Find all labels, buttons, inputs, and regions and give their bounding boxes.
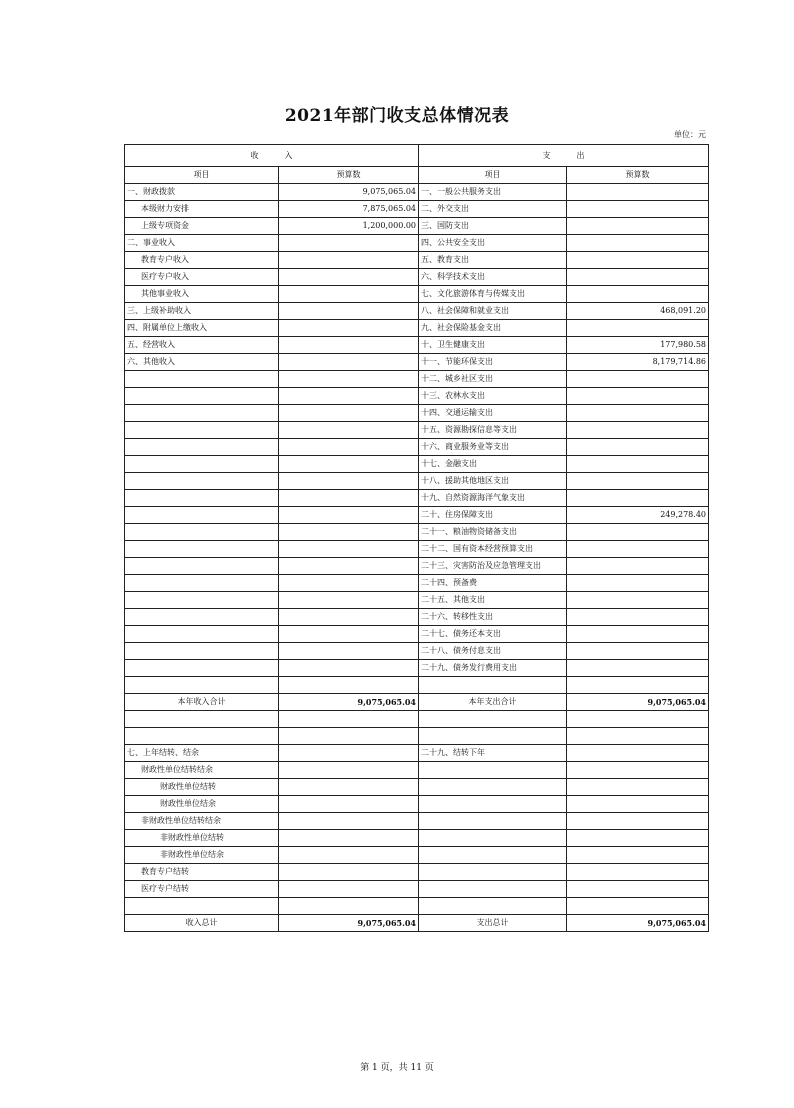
expense-amount-cell: [567, 660, 709, 677]
income-item-cell: 本年收入合计: [125, 694, 279, 711]
expense-amount-cell: [567, 779, 709, 796]
income-amount-cell: [279, 830, 419, 847]
income-amount-cell: [279, 303, 419, 320]
expense-item-cell: 八、社会保障和就业支出: [419, 303, 567, 320]
expense-amount-cell: [567, 796, 709, 813]
income-amount-cell: [279, 609, 419, 626]
table-row: [125, 575, 709, 592]
expense-amount-cell: [567, 592, 709, 609]
expense-item-cell: 二十四、预备费: [419, 575, 567, 592]
income-amount-cell: [279, 507, 419, 524]
table-row: [125, 490, 709, 507]
expense-amount-cell: 468,091.20: [567, 303, 709, 320]
table-row: [125, 507, 709, 524]
expense-amount-cell: [567, 184, 709, 201]
table-row: [125, 881, 709, 898]
expense-item-cell: 六、科学技术支出: [419, 269, 567, 286]
table-row: [125, 609, 709, 626]
income-amount-cell: [279, 286, 419, 303]
income-item-cell: [125, 609, 279, 626]
table-column-header-row: [125, 167, 709, 184]
income-amount-cell: 1,200,000.00: [279, 218, 419, 235]
income-item-cell: [125, 728, 279, 745]
expense-item-cell: 二十六、转移性支出: [419, 609, 567, 626]
expense-item-cell: [419, 813, 567, 830]
table-row: [125, 830, 709, 847]
expense-amount-cell: [567, 269, 709, 286]
expense-amount-cell: [567, 286, 709, 303]
expense-item-cell: 二十九、债务发行费用支出: [419, 660, 567, 677]
income-item-cell: 五、经营收入: [125, 337, 279, 354]
income-item-cell: 非财政性单位结余: [125, 847, 279, 864]
income-item-cell: 六、其他收入: [125, 354, 279, 371]
expense-item-cell: [419, 796, 567, 813]
income-item-cell: [125, 558, 279, 575]
income-amount-cell: [279, 711, 419, 728]
expense-item-cell: 七、文化旅游体育与传媒支出: [419, 286, 567, 303]
income-amount-cell: [279, 320, 419, 337]
income-amount-cell: [279, 439, 419, 456]
table-row: [125, 405, 709, 422]
income-amount-cell: [279, 677, 419, 694]
expense-amount-cell: 249,278.40: [567, 507, 709, 524]
income-amount-cell: [279, 762, 419, 779]
expense-item-cell: 二十一、粮油物资储备支出: [419, 524, 567, 541]
table-row: [125, 915, 709, 932]
table-row: [125, 779, 709, 796]
expense-section-header: 支出: [419, 145, 709, 167]
income-item-cell: 医疗专户收入: [125, 269, 279, 286]
income-amount-cell: [279, 575, 419, 592]
table-row: [125, 337, 709, 354]
expense-budget-header: 预算数: [567, 167, 709, 184]
income-amount-cell: [279, 473, 419, 490]
expense-item-cell: 十五、资源勘探信息等支出: [419, 422, 567, 439]
expense-amount-cell: [567, 490, 709, 507]
income-amount-cell: 9,075,065.04: [279, 694, 419, 711]
table-row: [125, 660, 709, 677]
income-item-cell: 医疗专户结转: [125, 881, 279, 898]
expense-item-cell: 四、公共安全支出: [419, 235, 567, 252]
expense-amount-cell: 9,075,065.04: [567, 694, 709, 711]
income-item-cell: 财政性单位结转: [125, 779, 279, 796]
expense-amount-cell: [567, 456, 709, 473]
income-amount-cell: [279, 405, 419, 422]
table-row: [125, 354, 709, 371]
table-row: [125, 813, 709, 830]
expense-item-cell: [419, 711, 567, 728]
expense-item-cell: 二十八、债务付息支出: [419, 643, 567, 660]
income-amount-cell: [279, 558, 419, 575]
income-item-cell: 非财政性单位结转: [125, 830, 279, 847]
expense-item-cell: 十三、农林水支出: [419, 388, 567, 405]
table-row: [125, 473, 709, 490]
expense-item-cell: 二十五、其他支出: [419, 592, 567, 609]
expense-amount-cell: [567, 745, 709, 762]
income-item-cell: [125, 592, 279, 609]
income-amount-cell: [279, 779, 419, 796]
table-row: [125, 558, 709, 575]
table-row: [125, 456, 709, 473]
income-amount-cell: [279, 592, 419, 609]
income-amount-cell: [279, 371, 419, 388]
expense-amount-cell: [567, 388, 709, 405]
income-item-cell: [125, 626, 279, 643]
table-row: [125, 694, 709, 711]
income-item-cell: 七、上年结转、结余: [125, 745, 279, 762]
income-item-cell: 教育专户结转: [125, 864, 279, 881]
expense-amount-cell: [567, 762, 709, 779]
income-item-cell: 一、财政拨款: [125, 184, 279, 201]
income-item-cell: [125, 643, 279, 660]
table-row: [125, 711, 709, 728]
expense-item-cell: 二十二、国有资本经营预算支出: [419, 541, 567, 558]
income-item-cell: [125, 473, 279, 490]
income-item-cell: 财政性单位结转结余: [125, 762, 279, 779]
income-item-cell: [125, 711, 279, 728]
table-row: [125, 303, 709, 320]
expense-item-cell: 十四、交通运输支出: [419, 405, 567, 422]
income-item-cell: 本级财力安排: [125, 201, 279, 218]
table-row: [125, 745, 709, 762]
expense-item-cell: 支出总计: [419, 915, 567, 932]
expense-item-cell: 十一、节能环保支出: [419, 354, 567, 371]
income-amount-cell: [279, 252, 419, 269]
expense-item-cell: [419, 728, 567, 745]
income-amount-cell: [279, 490, 419, 507]
expense-item-cell: 二十、住房保障支出: [419, 507, 567, 524]
expense-amount-cell: [567, 320, 709, 337]
expense-item-cell: 二十三、灾害防治及应急管理支出: [419, 558, 567, 575]
expense-item-cell: [419, 830, 567, 847]
expense-item-cell: [419, 677, 567, 694]
income-item-cell: 上级专项资金: [125, 218, 279, 235]
expense-amount-cell: [567, 830, 709, 847]
expense-amount-cell: [567, 201, 709, 218]
income-item-cell: [125, 507, 279, 524]
income-item-cell: 四、附属单位上缴收入: [125, 320, 279, 337]
expense-amount-cell: [567, 524, 709, 541]
income-item-cell: [125, 422, 279, 439]
expense-amount-cell: [567, 711, 709, 728]
income-amount-cell: [279, 626, 419, 643]
income-item-cell: 收入总计: [125, 915, 279, 932]
expense-amount-cell: [567, 575, 709, 592]
table-row: [125, 252, 709, 269]
budget-table: [124, 144, 709, 932]
income-item-cell: 非财政性单位结转结余: [125, 813, 279, 830]
income-item-cell: [125, 898, 279, 915]
income-item-cell: [125, 541, 279, 558]
page-title: 2021年部门收支总体情况表: [284, 106, 510, 126]
table-row: [125, 864, 709, 881]
table-row: [125, 439, 709, 456]
income-item-cell: [125, 524, 279, 541]
expense-item-cell: 一、一般公共服务支出: [419, 184, 567, 201]
expense-item-cell: [419, 762, 567, 779]
expense-amount-cell: 8,179,714.86: [567, 354, 709, 371]
income-item-cell: [125, 388, 279, 405]
table-row: [125, 592, 709, 609]
expense-amount-cell: [567, 439, 709, 456]
expense-item-cell: 九、社会保险基金支出: [419, 320, 567, 337]
table-row: [125, 235, 709, 252]
expense-item-cell: 十七、金融支出: [419, 456, 567, 473]
table-section-header-row: [125, 145, 709, 167]
income-amount-cell: [279, 847, 419, 864]
income-amount-cell: [279, 881, 419, 898]
expense-amount-cell: [567, 235, 709, 252]
table-row: [125, 320, 709, 337]
income-item-cell: [125, 677, 279, 694]
income-amount-cell: [279, 898, 419, 915]
expense-item-cell: 二十九、结转下年: [419, 745, 567, 762]
table-row: [125, 898, 709, 915]
expense-item-cell: [419, 779, 567, 796]
expense-amount-cell: [567, 371, 709, 388]
income-item-cell: [125, 575, 279, 592]
income-item-header: 项目: [125, 167, 279, 184]
expense-item-cell: [419, 898, 567, 915]
income-amount-cell: [279, 388, 419, 405]
income-item-cell: [125, 371, 279, 388]
table-row: [125, 728, 709, 745]
expense-amount-cell: [567, 473, 709, 490]
income-amount-cell: [279, 541, 419, 558]
table-row: [125, 371, 709, 388]
expense-amount-cell: [567, 864, 709, 881]
expense-item-cell: 二十七、债务还本支出: [419, 626, 567, 643]
expense-item-cell: [419, 864, 567, 881]
expense-amount-cell: [567, 218, 709, 235]
income-amount-cell: [279, 660, 419, 677]
income-item-cell: [125, 439, 279, 456]
income-amount-cell: [279, 235, 419, 252]
expense-item-cell: [419, 881, 567, 898]
table-row: [125, 796, 709, 813]
income-amount-cell: 9,075,065.04: [279, 184, 419, 201]
table-row: [125, 388, 709, 405]
expense-item-cell: 十六、商业服务业等支出: [419, 439, 567, 456]
expense-item-cell: 十二、城乡社区支出: [419, 371, 567, 388]
table-row: [125, 269, 709, 286]
expense-item-cell: 十八、援助其他地区支出: [419, 473, 567, 490]
income-amount-cell: [279, 796, 419, 813]
expense-amount-cell: [567, 422, 709, 439]
table-row: [125, 524, 709, 541]
expense-item-cell: 十九、自然资源海洋气象支出: [419, 490, 567, 507]
expense-amount-cell: 177,980.58: [567, 337, 709, 354]
income-amount-cell: [279, 728, 419, 745]
expense-amount-cell: 9,075,065.04: [567, 915, 709, 932]
expense-amount-cell: [567, 541, 709, 558]
income-item-cell: 财政性单位结余: [125, 796, 279, 813]
table-row: [125, 286, 709, 303]
expense-item-cell: 本年支出合计: [419, 694, 567, 711]
income-amount-cell: [279, 422, 419, 439]
page-footer: 第 1 页，共 11 页: [360, 1063, 434, 1073]
income-amount-cell: 9,075,065.04: [279, 915, 419, 932]
table-row: [125, 422, 709, 439]
table-row: [125, 541, 709, 558]
expense-amount-cell: [567, 728, 709, 745]
income-amount-cell: [279, 524, 419, 541]
expense-item-cell: 三、国防支出: [419, 218, 567, 235]
table-row: [125, 218, 709, 235]
income-amount-cell: [279, 643, 419, 660]
table-row: [125, 184, 709, 201]
income-amount-cell: [279, 864, 419, 881]
expense-amount-cell: [567, 677, 709, 694]
expense-amount-cell: [567, 405, 709, 422]
income-amount-cell: 7,875,065.04: [279, 201, 419, 218]
income-amount-cell: [279, 456, 419, 473]
unit-label: 单位：元: [674, 130, 706, 139]
table-row: [125, 847, 709, 864]
income-item-cell: 教育专户收入: [125, 252, 279, 269]
table-row: [125, 201, 709, 218]
income-amount-cell: [279, 354, 419, 371]
expense-amount-cell: [567, 813, 709, 830]
expense-item-cell: 十、卫生健康支出: [419, 337, 567, 354]
income-item-cell: [125, 660, 279, 677]
expense-amount-cell: [567, 626, 709, 643]
expense-amount-cell: [567, 558, 709, 575]
expense-amount-cell: [567, 881, 709, 898]
income-amount-cell: [279, 813, 419, 830]
expense-item-cell: [419, 847, 567, 864]
income-item-cell: 其他事业收入: [125, 286, 279, 303]
expense-amount-cell: [567, 609, 709, 626]
income-amount-cell: [279, 745, 419, 762]
expense-item-cell: 五、教育支出: [419, 252, 567, 269]
income-amount-cell: [279, 337, 419, 354]
income-item-cell: [125, 490, 279, 507]
income-budget-header: 预算数: [279, 167, 419, 184]
expense-amount-cell: [567, 847, 709, 864]
income-section-header: 收入: [125, 145, 419, 167]
expense-amount-cell: [567, 643, 709, 660]
table-row: [125, 762, 709, 779]
expense-amount-cell: [567, 898, 709, 915]
table-row: [125, 643, 709, 660]
table-row: [125, 626, 709, 643]
income-amount-cell: [279, 269, 419, 286]
income-item-cell: [125, 456, 279, 473]
expense-amount-cell: [567, 252, 709, 269]
expense-item-header: 项目: [419, 167, 567, 184]
income-item-cell: [125, 405, 279, 422]
table-row: [125, 677, 709, 694]
income-item-cell: 三、上级补助收入: [125, 303, 279, 320]
income-item-cell: 二、事业收入: [125, 235, 279, 252]
expense-item-cell: 二、外交支出: [419, 201, 567, 218]
